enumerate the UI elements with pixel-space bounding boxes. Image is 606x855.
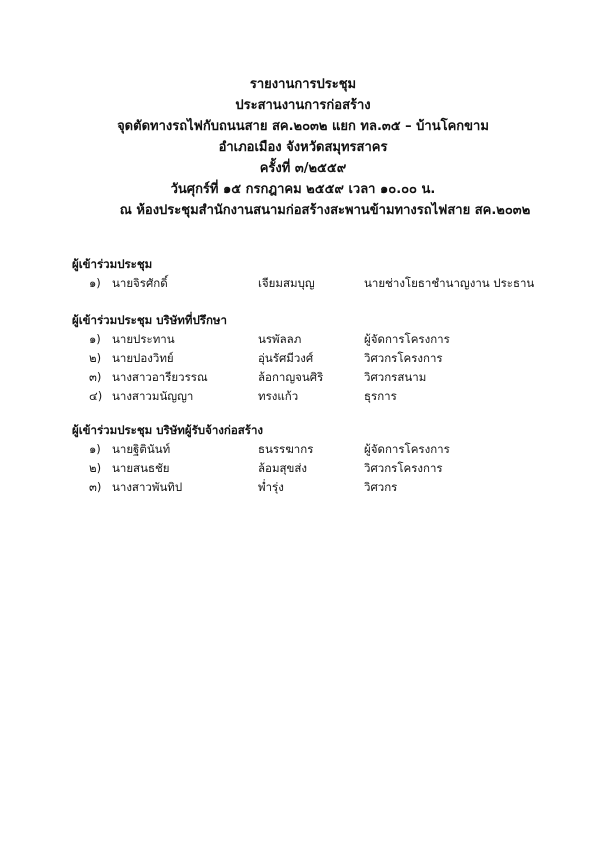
attendee-last-name: พ่ำรุ่ง (258, 480, 284, 494)
row-number: ๔) (89, 389, 103, 403)
report-header (0, 74, 606, 221)
attendee-first-name: นายประทาน (112, 332, 175, 346)
report-title: รายงานการประชุม (249, 77, 357, 92)
attendee-row (72, 440, 562, 459)
attendee-last-name: ล้อมสุขส่ง (258, 461, 308, 475)
attendee-first-name: นางสาวพันทิป (112, 480, 183, 494)
row-number: ๑) (89, 332, 101, 346)
attendees-section-consultant (72, 310, 562, 406)
attendee-position: ธุรการ (364, 389, 397, 403)
attendee-first-name: นายปองวิทย์ (112, 351, 174, 365)
row-number: ๒) (89, 461, 102, 475)
row-number: ๒) (89, 351, 102, 365)
section-title: ผู้เข้าร่วมประชุม (72, 257, 153, 271)
attendee-first-name: นางสาวอารียวรรณ (112, 370, 208, 384)
attendee-position: วิศวกรสนาม (364, 370, 427, 384)
attendee-last-name: ทรงแก้ว (258, 389, 299, 403)
attendee-position: ผู้จัดการโครงการ (364, 332, 450, 346)
attendee-row (72, 349, 562, 368)
attendee-last-name: ธนรรฆากร (258, 442, 314, 456)
attendees-section-contractor (72, 420, 562, 497)
attendee-row (72, 478, 562, 497)
row-number: ๓) (89, 480, 102, 494)
meeting-number: ครั้งที่ ๓/๒๕๕๙ (259, 161, 347, 176)
attendee-first-name: นางสาวมนัญญา (112, 389, 194, 403)
meeting-date-time: วันศุกร์ที่ ๑๕ กรกฎาคม ๒๕๕๙ เวลา ๑๐.๐๐ น. (170, 182, 436, 197)
attendee-first-name: นายจิรศักดิ์ (112, 276, 168, 290)
attendee-first-name: นายฐิตินันท์ (112, 442, 171, 456)
meeting-venue: ณ ห้องประชุมสำนักงานสนามก่อสร้างสะพานข้ามทางรถไฟสาย สค.๒๐๓๒ (119, 203, 531, 218)
row-number: ๑) (89, 276, 101, 290)
attendee-row (72, 387, 562, 406)
row-number: ๓) (89, 370, 102, 384)
attendee-first-name: นายสนธชัย (112, 461, 170, 475)
attendee-position: ผู้จัดการโครงการ (364, 442, 450, 456)
attendee-position: นายช่างโยธาชำนาญงาน ประธาน (364, 276, 535, 290)
project-location: จุดตัดทางรถไฟกับถนนสาย สค.๒๐๓๒ แยก ทล.๓๕ – บ้านโคกขาม (117, 119, 489, 134)
attendees-section-chair (72, 254, 562, 293)
attendee-last-name: ล้อกาญจนศิริ (258, 370, 324, 384)
attendee-row (72, 274, 562, 293)
attendee-row (72, 459, 562, 478)
attendee-last-name: อุ่นรัศมีวงศ์ (258, 351, 314, 365)
attendee-last-name: เจียมสมบุญ (258, 276, 315, 290)
row-number: ๑) (89, 442, 101, 456)
attendee-position: วิศวกรโครงการ (364, 461, 443, 475)
section-title: ผู้เข้าร่วมประชุม บริษัทที่ปรึกษา (72, 313, 227, 327)
section-title: ผู้เข้าร่วมประชุม บริษัทผู้รับจ้างก่อสร้าง (72, 423, 264, 437)
attendee-position: วิศวกรโครงการ (364, 351, 443, 365)
attendee-row (72, 368, 562, 387)
attendee-last-name: นรพัลลภ (258, 332, 302, 346)
report-subtitle: ประสานงานการก่อสร้าง (235, 98, 371, 113)
attendee-position: วิศวกร (364, 480, 398, 494)
attendee-row (72, 330, 562, 349)
district-province: อำเภอเมือง จังหวัดสมุทรสาคร (218, 140, 388, 155)
